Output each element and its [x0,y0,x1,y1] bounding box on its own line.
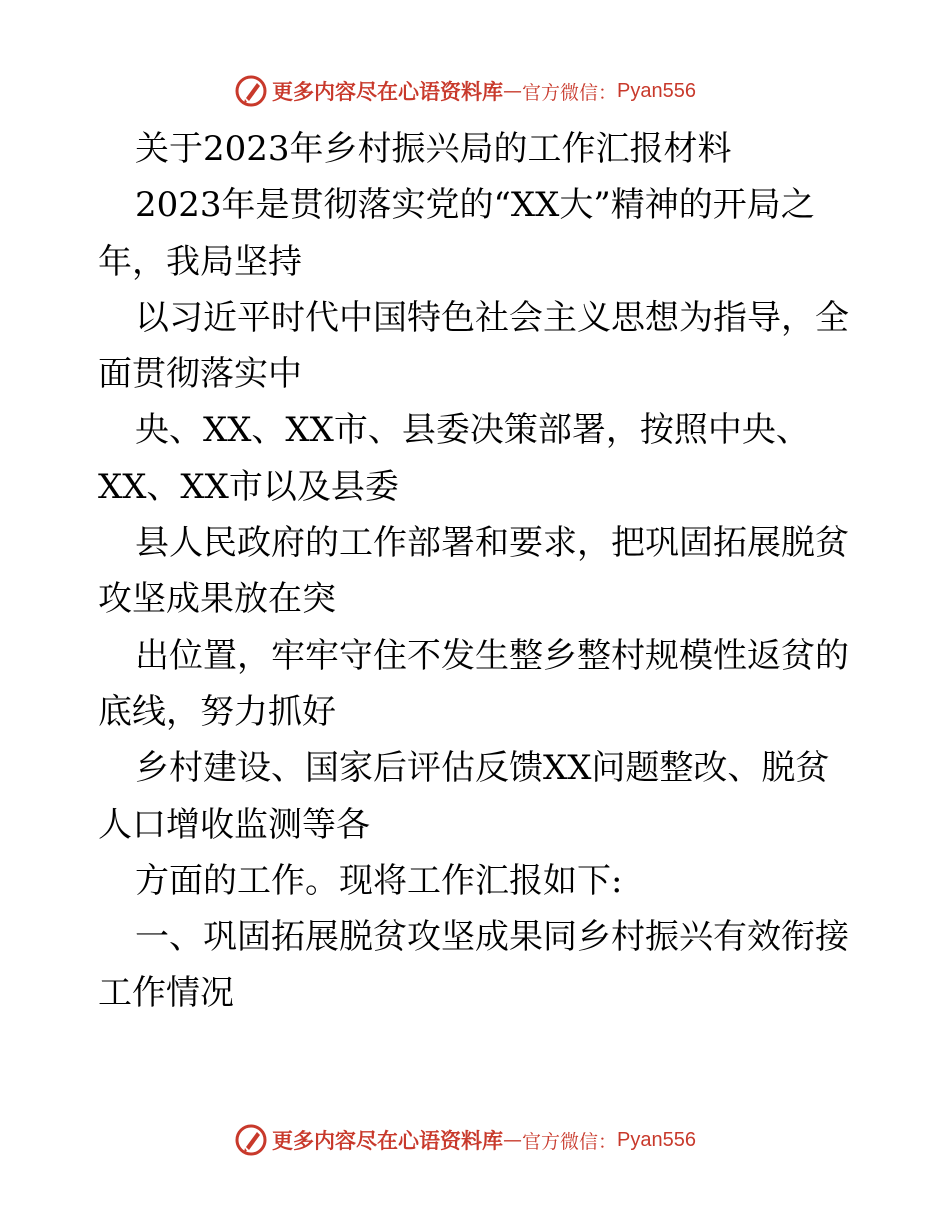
paragraph-line: 攻坚成果放在突 [98,579,336,620]
paragraph-line: 以习近平时代中国特色社会主义思想为指导，全 [135,297,849,338]
watermark-wechat-id: Pyan556 [617,79,696,102]
paragraph-line: 人口增收监测等各 [98,804,370,845]
paragraph-line: 底线，努力抓好 [98,691,336,732]
pen-logo-icon [234,74,268,108]
watermark-banner-top [234,71,696,111]
document-title: 关于2023年乡村振兴局的工作汇报材料 [135,129,732,169]
watermark-main-text: 更多内容尽在心语资料库 [272,79,503,104]
paragraph-line: 年，我局坚持 [98,241,302,282]
watermark-banner-bottom [234,1120,696,1160]
paragraph-line: 方面的工作。现将工作汇报如下: [135,860,623,901]
section-heading-continued: 工作情况 [98,973,234,1014]
watermark-sub-text: 官方微信： [522,81,618,104]
paragraph-line: 2023年是贯彻落实党的“XX大”精神的开局之 [135,185,815,226]
paragraph-line: XX、XX市以及县委 [98,466,399,507]
watermark-main-text: 更多内容尽在心语资料库 [272,1128,503,1153]
paragraph-line: 央、XX、XX市、县委决策部署，按照中央、 [135,410,810,451]
paragraph-line: 出位置，牢牢守住不发生整乡整村规模性返贫的 [135,635,849,676]
section-heading: 一、巩固拓展脱贫攻坚成果同乡村振兴有效衔接 [135,917,849,958]
watermark-wechat-id: Pyan556 [617,1128,696,1151]
paragraph-line: 乡村建设、国家后评估反馈XX问题整改、脱贫 [135,748,830,789]
watermark-dash: — [503,1129,522,1151]
paragraph-line: 县人民政府的工作部署和要求，把巩固拓展脱贫 [135,523,849,564]
pen-logo-icon [234,1123,268,1157]
watermark-dash: — [503,80,522,102]
watermark-sub-text: 官方微信： [522,1130,618,1153]
document-body [98,121,858,1022]
paragraph-line: 面贯彻落实中 [98,354,302,395]
